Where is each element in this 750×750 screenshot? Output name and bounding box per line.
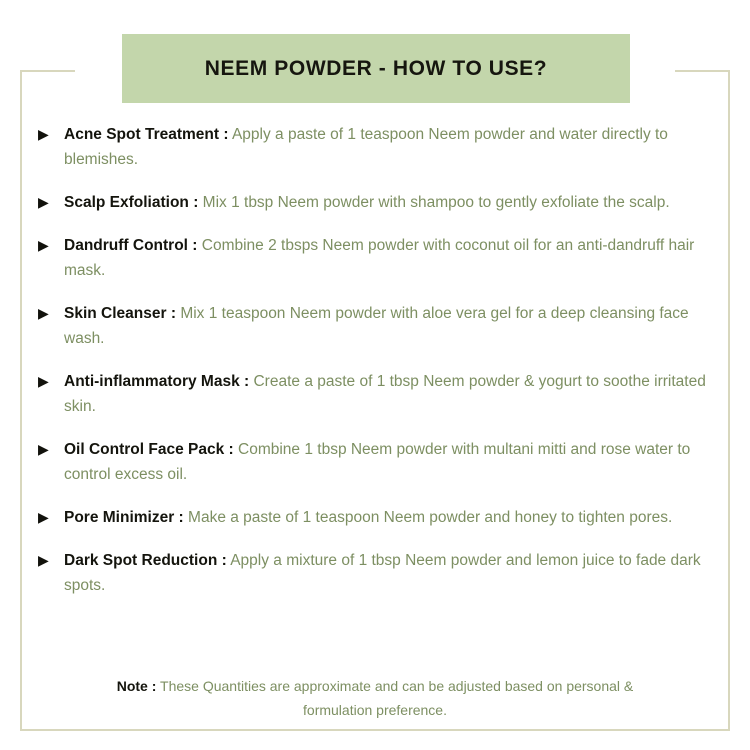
list-item-description: Make a paste of 1 teaspoon Neem powder and honey to tighten pores. (188, 509, 673, 526)
list-item-label: Pore Minimizer : (64, 509, 184, 526)
list-item-body (64, 122, 724, 172)
footer-note (95, 674, 655, 722)
list-item (38, 437, 724, 487)
triangle-right-bullet-icon: ▶ (38, 509, 49, 525)
list-item-body (64, 301, 724, 351)
list-item-label: Dark Spot Reduction : (64, 552, 227, 569)
footer-note-label: Note : (116, 678, 157, 694)
triangle-right-bullet-icon: ▶ (38, 441, 49, 457)
triangle-right-bullet-icon: ▶ (38, 126, 49, 142)
frame-border-right (728, 70, 730, 731)
list-item-body (64, 369, 724, 419)
list-item (38, 369, 724, 419)
list-item (38, 233, 724, 283)
list-item-description: Apply a paste of 1 teaspoon Neem powder and water directly to blemishes. (64, 126, 668, 168)
list-item-description: Apply a mixture of 1 tbsp Neem powder and lemon juice to fade dark spots. (64, 552, 701, 594)
list-item (38, 122, 724, 172)
list-item-body (64, 190, 724, 215)
list-item-body (64, 437, 724, 487)
triangle-right-bullet-icon: ▶ (38, 552, 49, 568)
list-item-label: Skin Cleanser : (64, 305, 176, 322)
list-item-label: Oil Control Face Pack : (64, 441, 234, 458)
list-item-description: Create a paste of 1 tbsp Neem powder & yogurt to soothe irritated skin. (64, 373, 706, 415)
list-item-body (64, 548, 724, 598)
list-item-description: Combine 1 tbsp Neem powder with multani mitti and rose water to control excess oil. (64, 441, 691, 483)
list-item-body (64, 233, 724, 283)
title-banner (122, 34, 630, 103)
list-item-description: Combine 2 tbsps Neem powder with coconut oil for an anti-dandruff hair mask. (64, 237, 695, 279)
footer-note-text: These Quantities are approximate and can be adjusted based on personal & formulation preference. (160, 678, 634, 718)
frame-border-top-left (20, 70, 75, 72)
triangle-right-bullet-icon: ▶ (38, 305, 49, 321)
frame-border-bottom (20, 729, 730, 731)
page-title: NEEM POWDER - HOW TO USE? (204, 56, 548, 80)
triangle-right-bullet-icon: ▶ (38, 237, 49, 253)
list-item (38, 190, 724, 215)
list-item-body (64, 505, 724, 530)
list-item-label: Scalp Exfoliation : (64, 194, 199, 211)
triangle-right-bullet-icon: ▶ (38, 373, 49, 389)
list-item (38, 301, 724, 351)
list-item-description: Mix 1 teaspoon Neem powder with aloe vera gel for a deep cleansing face wash. (64, 305, 689, 347)
list-item-description: Mix 1 tbsp Neem powder with shampoo to gently exfoliate the scalp. (202, 194, 670, 211)
frame-border-top-right (675, 70, 730, 72)
list-item-label: Dandruff Control : (64, 237, 198, 254)
frame-border-left (20, 70, 22, 731)
triangle-right-bullet-icon: ▶ (38, 194, 49, 210)
tips-list (38, 122, 724, 616)
list-item-label: Anti-inflammatory Mask : (64, 373, 250, 390)
list-item-label: Acne Spot Treatment : (64, 126, 229, 143)
list-item (38, 505, 724, 530)
list-item (38, 548, 724, 598)
